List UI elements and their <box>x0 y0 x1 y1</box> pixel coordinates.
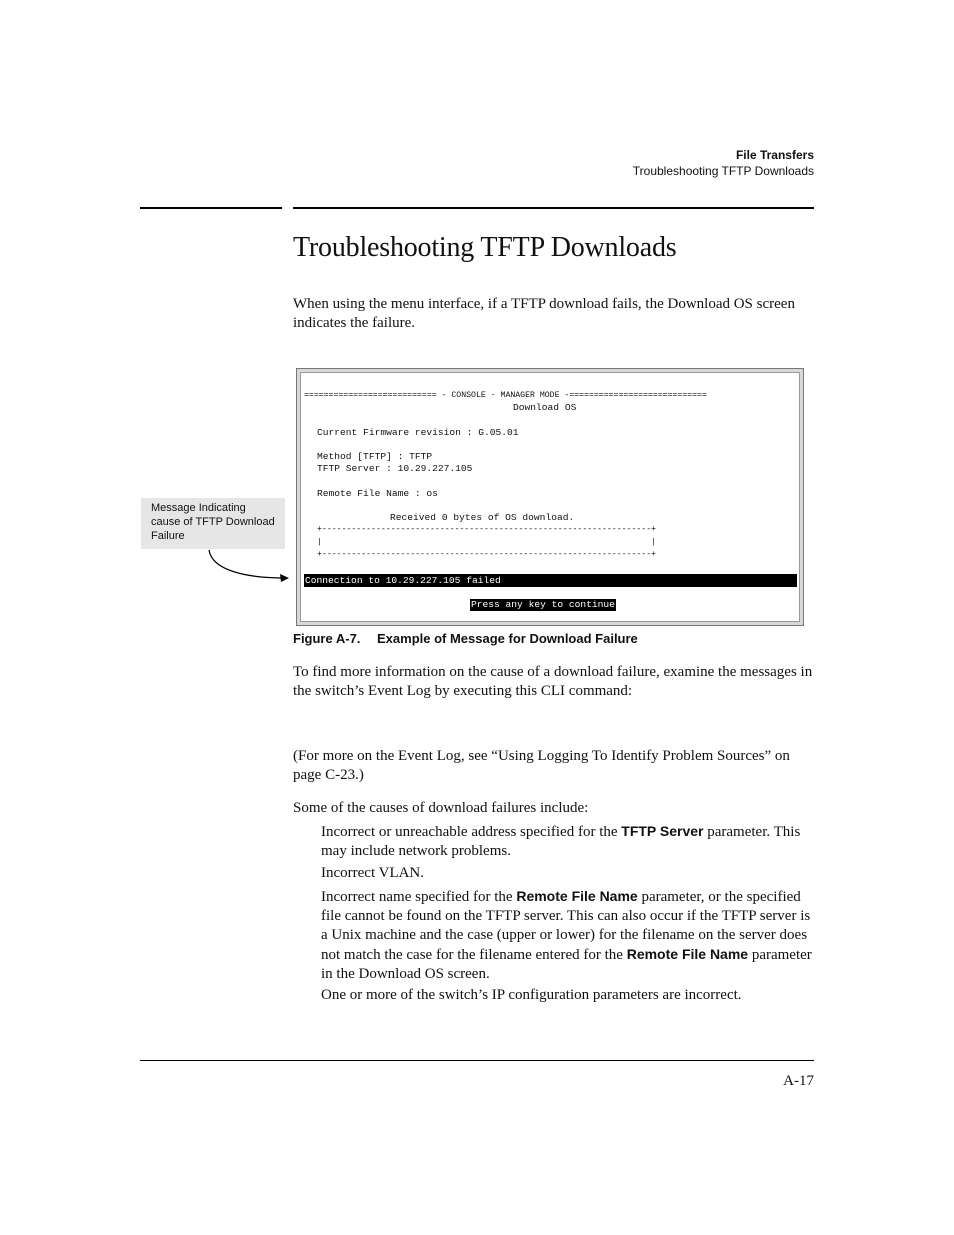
callout-arrow <box>200 545 300 590</box>
event-log-reference: (For more on the Event Log, see “Using Logging To Identify Problem Sources” on page C-23.) <box>293 748 790 783</box>
progress-bar-middle: | | <box>317 538 657 547</box>
cause-1-text-b: parameter. This may include network problems. <box>321 824 801 859</box>
cause-1-text-a: Incorrect or unreachable address specified for the <box>321 824 622 840</box>
running-header-topic: Troubleshooting TFTP Downloads <box>632 164 814 178</box>
header-rule-main <box>293 207 814 209</box>
running-header-section: File Transfers <box>735 148 814 162</box>
figure-number: Figure A-7. <box>293 631 361 646</box>
page-number: A-17 <box>783 1073 814 1089</box>
failure-message: Connection to 10.29.227.105 failed <box>305 575 501 586</box>
console-firmware-line: Current Firmware revision : G.05.01 <box>317 427 519 438</box>
event-log-paragraph: To find more information on the cause of a download failure, examine the messages in the switch’s Event Log by executing this CLI command: <box>293 664 813 699</box>
figure-caption <box>293 631 638 646</box>
cause-3-text-b: parameter, or the specified file cannot be found on the TFTP server. This can also occur if the TFTP server is a Unix machine and the case (upper or lower) for the filename on the server does not match the case for the filename entered for the <box>321 889 811 963</box>
cause-item-3 <box>321 887 816 984</box>
cause-item-4: One or more of the switch’s IP configuration parameters are incorrect. <box>321 987 742 1003</box>
footer-rule <box>140 1060 814 1061</box>
page-title: Troubleshooting TFTP Downloads <box>293 232 677 263</box>
console-server-line: TFTP Server : 10.29.227.105 <box>317 463 473 474</box>
progress-bar-bottom: +-------------------------------------------------------------------+ <box>317 550 657 559</box>
header-rule-left <box>140 207 282 209</box>
cause-item-2: Incorrect VLAN. <box>321 865 425 881</box>
figure-caption-text: Example of Message for Download Failure <box>377 631 638 646</box>
cause-3-text-a: Incorrect name specified for the <box>321 889 517 905</box>
causes-intro: Some of the causes of download failures include: <box>293 800 589 816</box>
remote-file-name-keyword: Remote File Name <box>516 888 638 904</box>
intro-paragraph: When using the menu interface, if a TFTP download fails, the Download OS screen indicates the failure. <box>293 296 795 331</box>
cause-item-1 <box>321 822 816 861</box>
cause-3-text-c: parameter in the Download OS screen. <box>321 947 812 982</box>
console-subtitle: Download OS <box>513 402 577 413</box>
figure-callout: Message Indicating cause of TFTP Download Failure <box>141 498 285 549</box>
console-header-line: =========================== - CONSOLE - MANAGER MODE -============================ <box>304 391 707 400</box>
progress-bar-top: +-------------------------------------------------------------------+ <box>317 525 657 534</box>
console-remote-file-line: Remote File Name : os <box>317 488 438 499</box>
console-method-line: Method [TFTP] : TFTP <box>317 451 433 462</box>
console-received-line: Received 0 bytes of OS download. <box>390 512 575 523</box>
continue-prompt: Press any key to continue <box>471 599 615 610</box>
tftp-server-keyword: TFTP Server <box>621 823 704 839</box>
remote-file-name-keyword-2: Remote File Name <box>626 946 749 962</box>
